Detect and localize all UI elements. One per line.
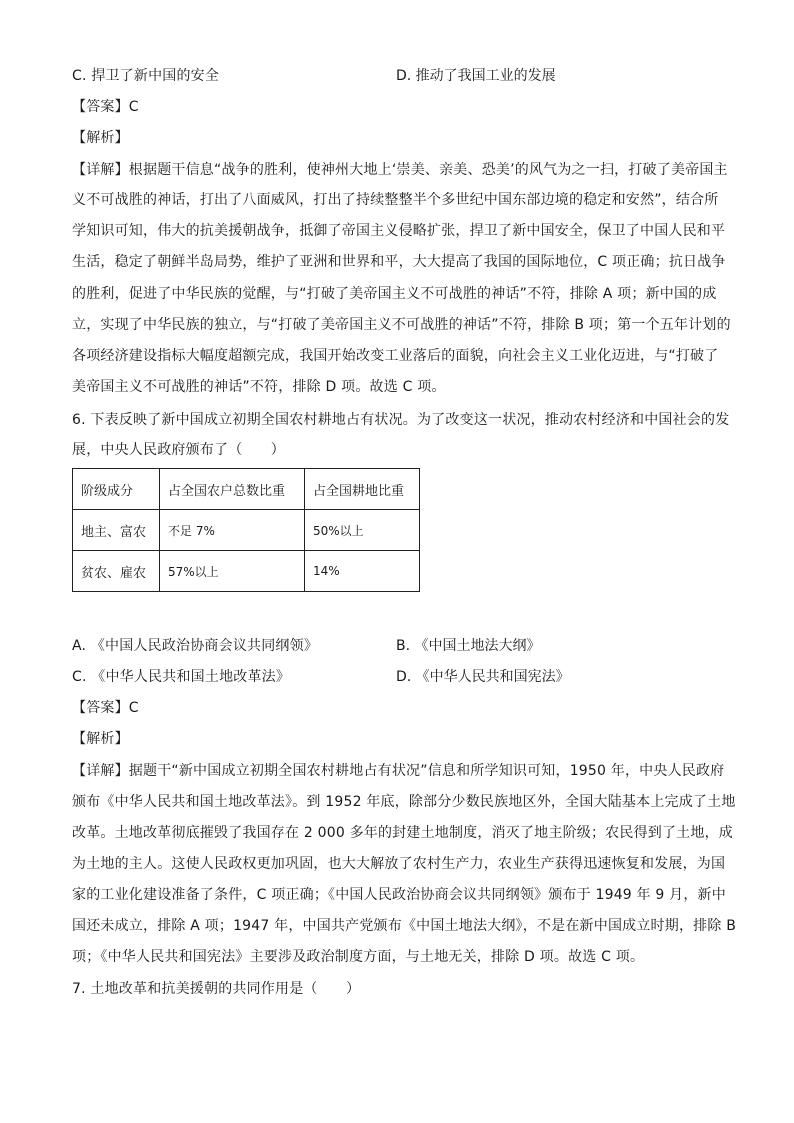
- q5-answer: 【答案】C: [72, 99, 139, 115]
- table-row: [73, 551, 420, 592]
- q6-detail-line: 颁布《中华人民共和国土地改革法》。到 1952 年底，除部分少数民族地区外，全国大陆基本上完成了土地: [72, 794, 736, 810]
- q5-detail-line: 义不可战胜的神话，打出了八面威风，打出了持续整整半个多世纪中国东部边境的稳定和安然”，结合所: [72, 192, 719, 208]
- q6-stem-line: 6. 下表反映了新中国成立初期全国农村耕地占有状况。为了改变这一状况，推动农村经济和中国社会的发: [72, 412, 730, 428]
- q6-analysis-label: 【解析】: [72, 731, 129, 747]
- table-cell: 57%以上: [160, 551, 305, 592]
- q5-detail-line: 学知识可知，伟大的抗美援朝战争，抵御了帝国主义侵略扩张，捍卫了新中国安全，保卫了中国人民和平: [72, 223, 726, 239]
- q6-stem-line: 展，中央人民政府颁布了（ ）: [72, 442, 285, 458]
- q6-detail-line: 为土地的主人。这使人民政权更加巩固，也大大解放了农村生产力，农业生产获得迅速恢复和发展，为国: [72, 856, 726, 872]
- land-ownership-table: [72, 468, 420, 592]
- table-cell: 14%: [305, 551, 420, 592]
- table-header-cell: 占全国农户总数比重: [160, 469, 305, 510]
- q5-detail-line: 美帝国主义不可战胜的神话”不符，排除 D 项。故选 C 项。: [72, 379, 446, 395]
- table-cell: 地主、富农: [73, 510, 160, 551]
- q6-detail-line: 项；《中华人民共和国宪法》主要涉及政治制度方面，与土地无关，排除 D 项。故选 C 项。: [72, 949, 645, 965]
- q6-detail-line: 家的工业化建设准备了条件，C 项正确；《中国人民政治协商会议共同纲领》颁布于 1949 年 9 月，新中: [72, 887, 726, 903]
- table-row: [73, 510, 420, 551]
- q6-option-c: C. 《中华人民共和国土地改革法》: [72, 669, 291, 685]
- q6-detail-line: 改革。土地改革彻底摧毁了我国存在 2 000 多年的封建土地制度，消灭了地主阶级；农民得到了土地，成: [72, 825, 733, 841]
- table-cell: 50%以上: [305, 510, 420, 551]
- q5-option-d: D. 推动了我国工业的发展: [396, 68, 556, 84]
- q5-analysis-label: 【解析】: [72, 130, 129, 146]
- q6-option-d: D. 《中华人民共和国宪法》: [396, 669, 570, 685]
- q5-detail-line: 立，实现了中华民族的独立，与“打破了美帝国主义不可战胜的神话”不符，排除 B 项；第一个五年计划的: [72, 317, 731, 333]
- table-header-row: [73, 469, 420, 510]
- q6-detail-line: 国还未成立，排除 A 项；1947 年，中国共产党颁布《中国土地法大纲》，不是在新中国成立时期，排除 B: [72, 918, 737, 934]
- q6-option-b: B. 《中国土地法大纲》: [396, 638, 541, 654]
- q5-detail-line: 各项经济建设指标大幅度超额完成，我国开始改变工业落后的面貌，向社会主义工业化迈进，与“打破了: [72, 348, 719, 364]
- table-cell: 不足 7%: [160, 510, 305, 551]
- q6-detail-line: 【详解】据题干“新中国成立初期全国农村耕地占有状况”信息和所学知识可知，1950 年，中央人民政府: [72, 763, 725, 779]
- q5-detail-line: 【详解】根据题干信息“战争的胜利，使神州大地上‘崇美、亲美、恐美’的风气为之一扫，打破了美帝国主: [72, 162, 728, 178]
- q6-answer: 【答案】C: [72, 700, 139, 716]
- table-cell: 贫农、雇农: [73, 551, 160, 592]
- q5-detail-line: 的胜利，促进了中华民族的觉醒，与“打破了美帝国主义不可战胜的神话”不符，排除 A 项；新中国的成: [72, 286, 717, 302]
- q5-detail-line: 生活，稳定了朝鲜半岛局势，维护了亚洲和世界和平，大大提高了我国的国际地位，C 项正确；抗日战争: [72, 254, 726, 270]
- table-header-cell: 占全国耕地比重: [305, 469, 420, 510]
- table-header-cell: 阶级成分: [73, 469, 160, 510]
- q6-option-a: A. 《中国人民政治协商会议共同纲领》: [72, 638, 319, 654]
- q5-option-c: C. 捍卫了新中国的安全: [72, 68, 220, 84]
- q7-stem: 7. 土地改革和抗美援朝的共同作用是（ ）: [72, 981, 361, 997]
